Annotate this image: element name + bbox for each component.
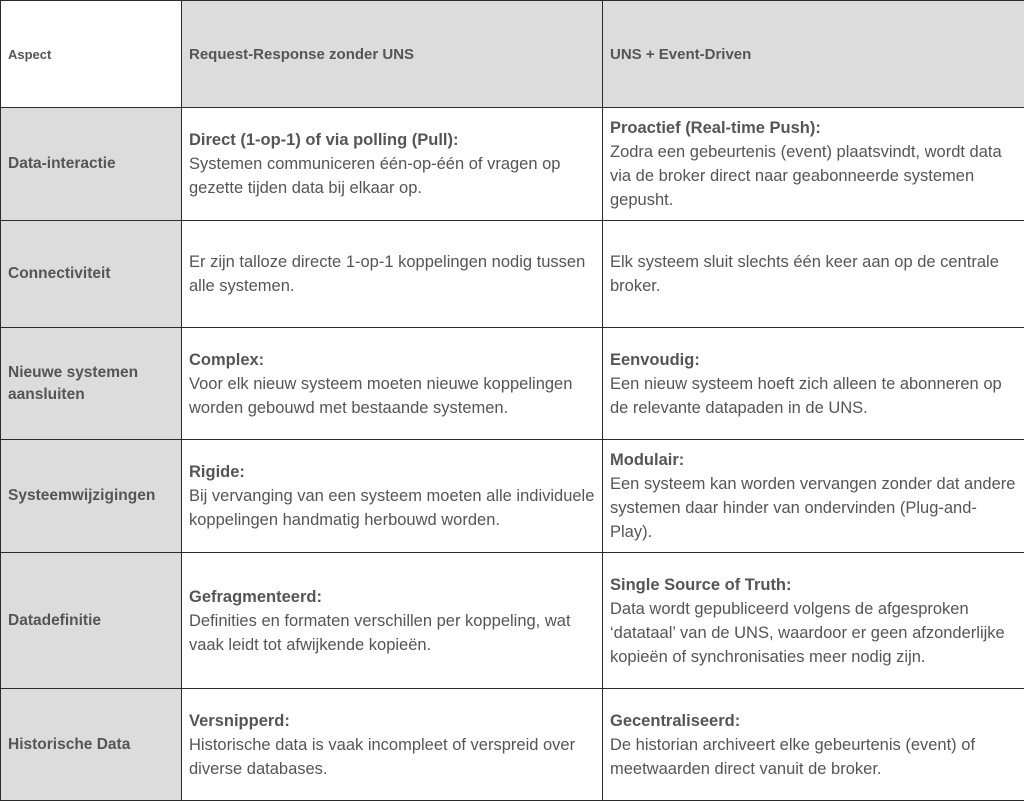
cell-uns-event-driven [603,553,1024,689]
cell-title: Direct (1-op-1) of via polling (Pull): [189,128,596,152]
cell-uns-event-driven [603,221,1024,328]
row-aspect-label: Systeemwijzigingen [1,440,182,553]
cell-body: Definities en formaten verschillen per koppeling, wat vaak leidt tot afwijkende kopieën. [189,609,596,657]
cell-body: Data wordt gepubliceerd volgens de afgesproken ‘datataal’ van de UNS, waardoor er geen afzonderlijke kopieën of synchronisaties meer nodig zijn. [610,597,1018,669]
cell-title: Proactief (Real-time Push): [610,116,1018,140]
table-row [1,553,1024,689]
table-row [1,328,1024,440]
table-row [1,440,1024,553]
cell-request-response [182,689,603,801]
cell-body: Bij vervanging van een systeem moeten alle individuele koppelingen handmatig herbouwd worden. [189,484,596,532]
cell-uns-event-driven [603,108,1024,221]
row-aspect-label: Nieuwe systemen aansluiten [1,328,182,440]
cell-title: Complex: [189,348,596,372]
cell-title: Rigide: [189,460,596,484]
row-aspect-label: Datadefinitie [1,553,182,689]
cell-title: Gefragmenteerd: [189,585,596,609]
cell-body: Er zijn talloze directe 1-op-1 koppelingen nodig tussen alle systemen. [189,250,596,298]
cell-request-response [182,221,603,328]
cell-body: Zodra een gebeurtenis (event) plaatsvindt, wordt data via de broker direct naar geabonneerde systemen gepusht. [610,140,1018,212]
cell-title: Gecentraliseerd: [610,709,1018,733]
row-aspect-label: Historische Data [1,689,182,801]
cell-title: Single Source of Truth: [610,573,1018,597]
cell-body: Systemen communiceren één-op-één of vragen op gezette tijden data bij elkaar op. [189,152,596,200]
cell-body: Een nieuw systeem hoeft zich alleen te abonneren op de relevante datapaden in de UNS. [610,372,1018,420]
table-header-row [1,1,1024,108]
table-row [1,689,1024,801]
cell-title: Eenvoudig: [610,348,1018,372]
cell-uns-event-driven [603,440,1024,553]
cell-body: Elk systeem sluit slechts één keer aan op de centrale broker. [610,250,1018,298]
cell-title: Versnipperd: [189,709,596,733]
cell-body: Historische data is vaak incompleet of verspreid over diverse databases. [189,733,596,781]
cell-body: De historian archiveert elke gebeurtenis (event) of meetwaarden direct vanuit de broker. [610,733,1018,781]
header-uns-event-driven: UNS + Event-Driven [603,1,1024,108]
row-aspect-label: Data-interactie [1,108,182,221]
cell-body: Voor elk nieuw systeem moeten nieuwe koppelingen worden gebouwd met bestaande systemen. [189,372,596,420]
cell-uns-event-driven [603,328,1024,440]
cell-uns-event-driven [603,689,1024,801]
cell-request-response [182,440,603,553]
header-aspect: Aspect [1,1,182,108]
table-row [1,108,1024,221]
header-request-response: Request-Response zonder UNS [182,1,603,108]
cell-request-response [182,553,603,689]
cell-title: Modulair: [610,448,1018,472]
cell-request-response [182,108,603,221]
cell-request-response [182,328,603,440]
row-aspect-label: Connectiviteit [1,221,182,328]
table-row [1,221,1024,328]
cell-body: Een systeem kan worden vervangen zonder dat andere systemen daar hinder van ondervinden (Plug-and-Play). [610,472,1018,544]
